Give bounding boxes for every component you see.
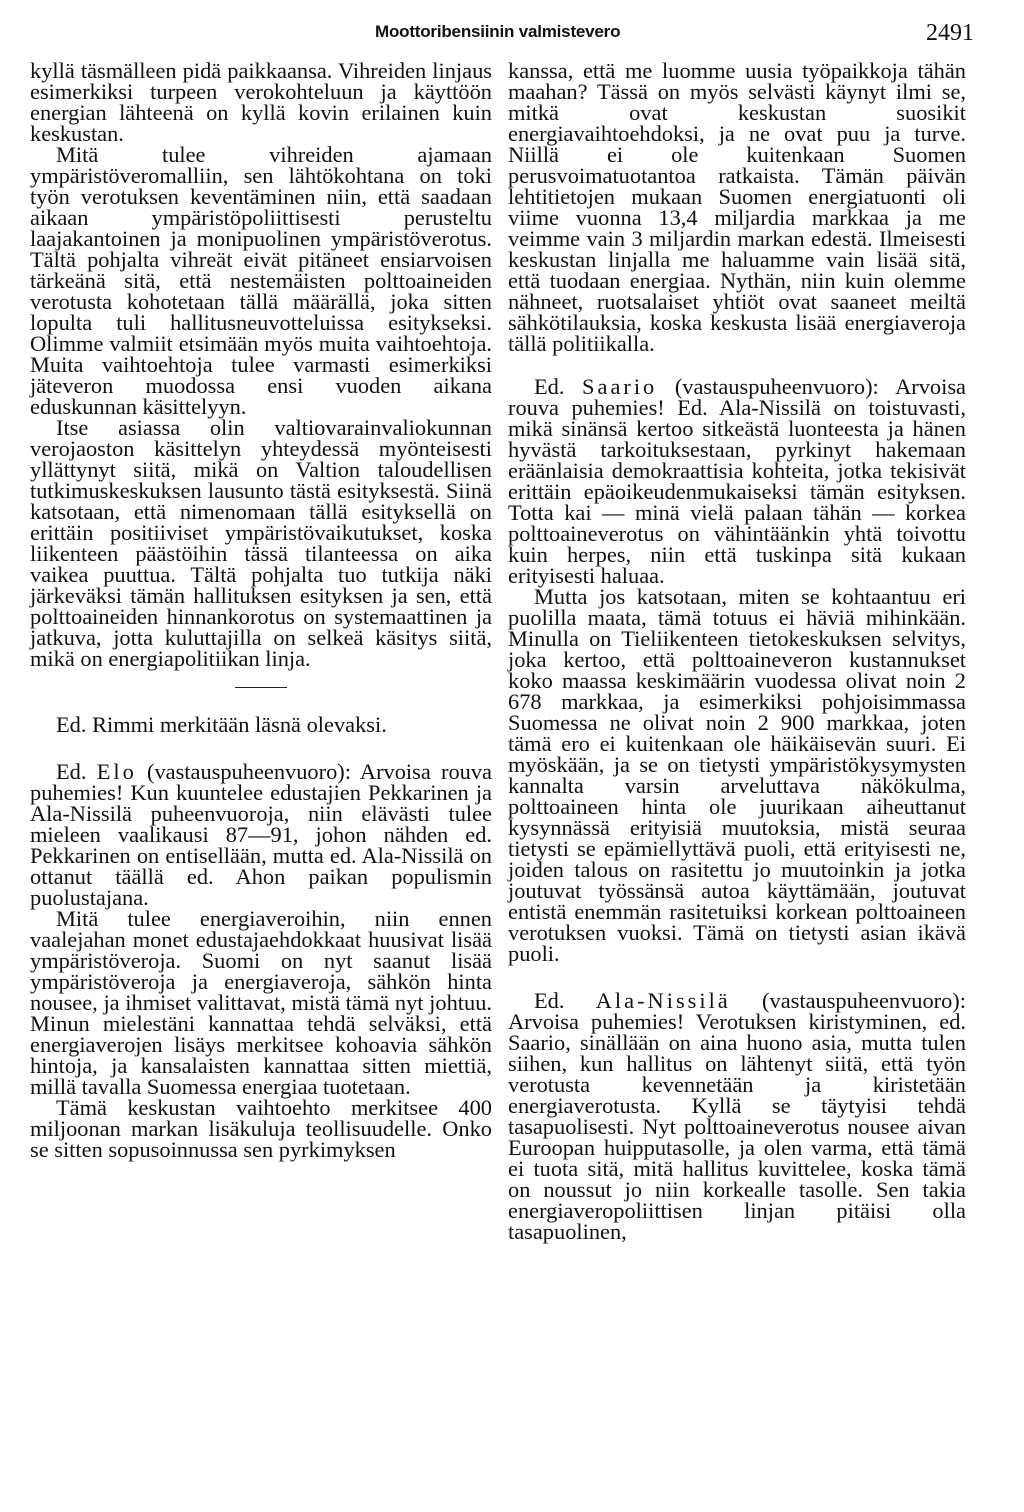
section-divider <box>235 687 287 688</box>
right-column <box>508 60 966 1242</box>
speech-text: (vastauspuheenvuoro): Arvoisa rouva puhemies! Ed. Ala-Nissilä on toistuvasti, mikä sinänsä kertoo sitkeästä luonteesta ja hänen hyvästä tarkoituksestaan, pyrkinyt hakemaan eräänlaisia demokraattisia kohteita, jotka tekisivät erittäin epäoikeudenmukaiseksi tämän esityksen. Totta kai — minä vielä palaan tähän — korkea polttoaineverotus on vähintäänkin yhtä toivottu kuin herpes, niin että tuskinpa sitä kukaan erityisesti haluaa. <box>508 374 966 588</box>
speech-saario <box>508 376 966 586</box>
attendance-notice: Ed. Rimmi merkitään läsnä olevaksi. <box>56 712 387 737</box>
page-number: 2491 <box>926 20 974 46</box>
speaker-name: Elo <box>96 759 137 784</box>
speaker-prefix: Ed. <box>534 374 583 399</box>
paragraph: Mitä tulee vihreiden ajamaan ympäristöveromalliin, sen lähtökohtana on toki työn verotuksen keventäminen niin, että saadaan aikaan ympäristöpoliittisesti perusteltu laajakantoinen ja monipuolinen ympäristöverotus. Tältä pohjalta vihreät eivät pitäneet ensiarvoisen tärkeänä sitä, että nestemäisten polttoaineiden verotusta kohotetaan tällä määrällä, joka sitten lopulta tuli hallitusneuvotteluissa esitykseksi. Olimme valmiit etsimään myös muita vaihtoehtoja. Muita vaihtoehtoja tulee varmasti esimerkiksi jäteveron muodossa ensi vuoden aikana eduskunnan käsittelyyn. <box>30 142 492 419</box>
paragraph: Mitä tulee energiaveroihin, niin ennen vaalejahan monet edustajaehdokkaat huusivat lisää ympäristöveroja. Suomi on nyt saanut lisää ympäristöveroja ja energiaveroja, sähkön hinta nousee, ja ihmiset valittavat, mistä tämä nyt johtuu. Minun mielestäni kannattaa tehdä selväksi, että energiaverojen lisäys merkitsee kohoavia sähkön hintoja, ja kansalaisten kannattaa sitten miettiä, millä tavalla Suomessa energiaa tuotetaan. <box>30 906 492 1099</box>
paragraph: Mutta jos katsotaan, miten se kohtaantuu eri puolilla maata, tämä totuus ei häviä mihinkään. Minulla on Tieliikenteen tietokeskuksen selvitys, joka kertoo, että polttoaineveron kustannukset koko maassa keskimäärin vuodessa olivat noin 2 678 markkaa, ja esimerkiksi pohjoisimmassa Suomessa ne olivat noin 2 900 markkaa, joten tämä ero ei kuitenkaan ole häikäisevän suuri. Ei myöskään, ja se on tietysti ympäristökysymysten kannalta varsin arveluttava näkökulma, polttoaineen hinta ole juurikaan aiheuttanut kysynnässä erityisiä muutoksia, mistä seuraa tietysti se epämiellyttävä puoli, että erityisesti ne, joiden talous on rasitettu jo muutoinkin ja jotka joutuvat työssänsä autoa käyttämään, joutuvat entistä enemmän rasitetuiksi korkean polttoaineen verotuksen vuoksi. Tämä on tietysti asian ikävä puoli. <box>508 584 966 966</box>
speech-elo <box>30 761 492 908</box>
left-column <box>30 60 492 1160</box>
speaker-name: Ala-Nissilä <box>595 988 731 1013</box>
page-header <box>0 20 1024 54</box>
paragraph: kanssa, että me luomme uusia työpaikkoja tähän maahan? Tässä on myös selvästi käynyt ilmi se, mitkä ovat keskustan suosikit energiavaihtoehdoksi, ja ne ovat puu ja turve. Niillä ei ole kuitenkaan Suomen perusvoimatuotantoa ratkaista. Tämän päivän lehtitietojen mukaan Suomen energiatuonti oli viime vuonna 13,4 miljardia markkaa ja me veimme vain 3 miljardin markan edestä. Ilmeisesti keskustan linjalla me haluamme vain lisää sitä, että tuodaan energiaa. Nythän, niin kuin olemme nähneet, ruotsalaiset yhtiöt ovat saaneet meiltä sähkötilauksia, koska keskusta lisää energiaveroja tällä politiikalla. <box>508 58 966 356</box>
paragraph: Tämä keskustan vaihtoehto merkitsee 400 miljoonan markan lisäkuluja teollisuudelle. Onko se sitten sopusoinnussa sen pyrkimyksen <box>30 1095 492 1162</box>
paragraph: Itse asiassa olin valtiovarainvaliokunnan verojaoston käsittelyn yhteydessä myönteisesti yllättynyt siitä, mikä on Valtion taloudellisen tutkimuskeskuksen lausunto tästä esityksestä. Siinä katsotaan, että nimenomaan tällä esityksellä on erittäin positiiviset ympäristövaikutukset, koska liikenteen päästöihin tässä tilanteessa on aika vaikea puuttua. Tältä pohjalta tuo tutkija näki järkeväksi tämän hallituksen esityksen ja sen, että polttoaineiden hinnankorotus on systemaattinen ja jatkuva, jotta kuluttajilla on selkeä käsitys siitä, mikä on energiapolitiikan linja. <box>30 415 492 671</box>
speech-text: (vastauspuheenvuoro): Arvoisa rouva puhemies! Kun kuuntelee edustajien Pekkarinen ja Ala-Nissilä puheenvuoroja, niin elävästi tulee mieleen vaalikausi 87—91, johon nähden ed. Pekkarinen on entisellään, mutta ed. Ala-Nissilä on ottanut täällä ed. Ahon paikan populismin puolustajana. <box>30 759 492 910</box>
running-title: Moottoribensiinin valmistevero <box>375 22 621 41</box>
speaker-prefix: Ed. <box>56 759 97 784</box>
paragraph: kyllä täsmälleen pidä paikkaansa. Vihreiden linjaus esimerkiksi turpeen verokohteluun ja käyttöön energian lähteenä on kyllä kovin erilainen kuin keskustan. <box>30 58 492 146</box>
speech-text: (vastauspuheenvuoro): Arvoisa puhemies! Verotuksen kiristyminen, ed. Saario, sinällään on aina huono asia, mutta tulen siihen, kun hallitus on lähtenyt siitä, että työn verotusta kevennetään ja kiristetään energiaverotusta. Kyllä se täytyisi tehdä tasapuolisesti. Nyt polttoaineverotus nousee aivan Euroopan huipputasolle, ja olen varma, että tämä ei tuota sitä, mitä hallitus kuvittelee, koska tämä on noussut jo niin korkealle tasolle. Sen takia energiaveropoliittisen linjan pitäisi olla tasapuolinen, <box>508 988 966 1244</box>
speaker-name: Saario <box>582 374 658 399</box>
speaker-prefix: Ed. <box>534 988 596 1013</box>
speech-ala-nissila <box>508 990 966 1242</box>
